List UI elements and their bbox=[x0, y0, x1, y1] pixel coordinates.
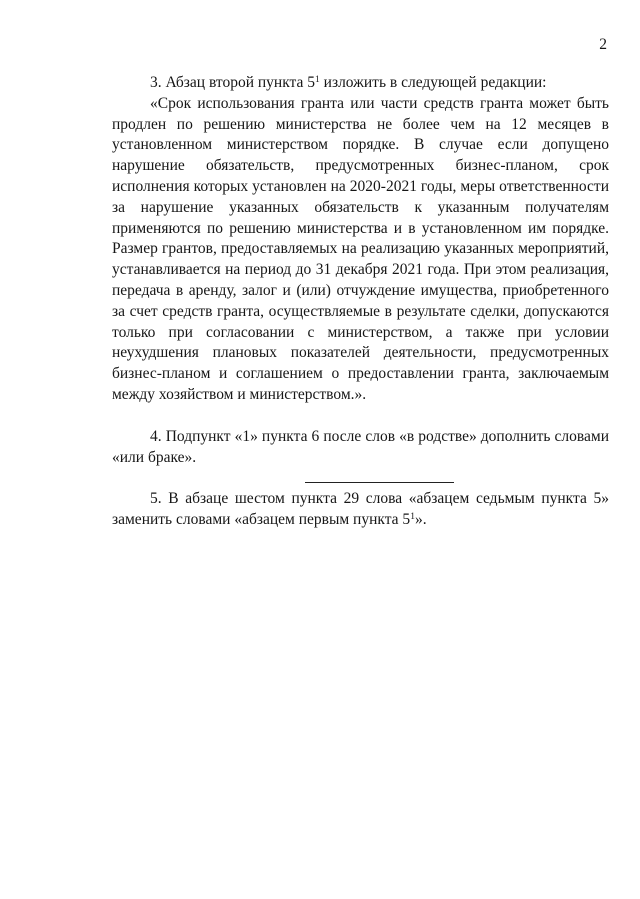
item-5-tail: ». bbox=[414, 511, 427, 529]
end-divider-line bbox=[305, 482, 454, 483]
item-5-paragraph bbox=[112, 489, 609, 531]
item-3-lead-superscript: 1 bbox=[315, 75, 320, 85]
item-3-lead-text: 3. Абзац второй пункта 5 bbox=[150, 74, 316, 91]
paragraph-gap bbox=[112, 468, 609, 489]
page-number: 2 bbox=[599, 36, 607, 53]
item-5-superscript: 1 bbox=[410, 512, 415, 523]
document-body bbox=[112, 73, 609, 531]
paragraph-gap bbox=[112, 406, 609, 427]
item-3-lead-tail: изложить в следующей редакции: bbox=[319, 74, 547, 91]
item-4-paragraph: 4. Подпункт «1» пункта 6 после слов «в родстве» дополнить словами «или браке». bbox=[112, 427, 609, 466]
item-3-lead bbox=[112, 73, 609, 94]
item-5-text: 5. В абзаце шестом пункта 29 слова «абзацем седьмым пункта 5» заменить словами «абзацем первым пункта 5 bbox=[112, 490, 609, 529]
item-3-quoted-paragraph: «Срок использования гранта или части средств гранта может быть продлен по решению министерства не более чем на 12 месяцев в установленном министерством порядке. В случае если допущено нарушение обязательств, предусмотренных бизнес-планом, срок исполнения которых установлен на 2020-2021 годы, меры ответственности за нарушение указанных обязательств к указанным получателям применяются по решению министерства и в установленном им порядке. Размер грантов, предоставляемых на реализацию указанных мероприятий, устанавливается на период до 31 декабря 2021 года. При этом реализация, передача в аренду, залог и (или) отчуждение имущества, приобретенного за счет средств гранта, осуществляемые в результате сделки, допускаются только при согласовании с министерством, а также при условии неухудшения плановых показателей деятельности, предусмотренных бизнес-планом и соглашением о предоставлении гранта, заключаемым между хозяйством и министерством.». bbox=[112, 94, 609, 403]
